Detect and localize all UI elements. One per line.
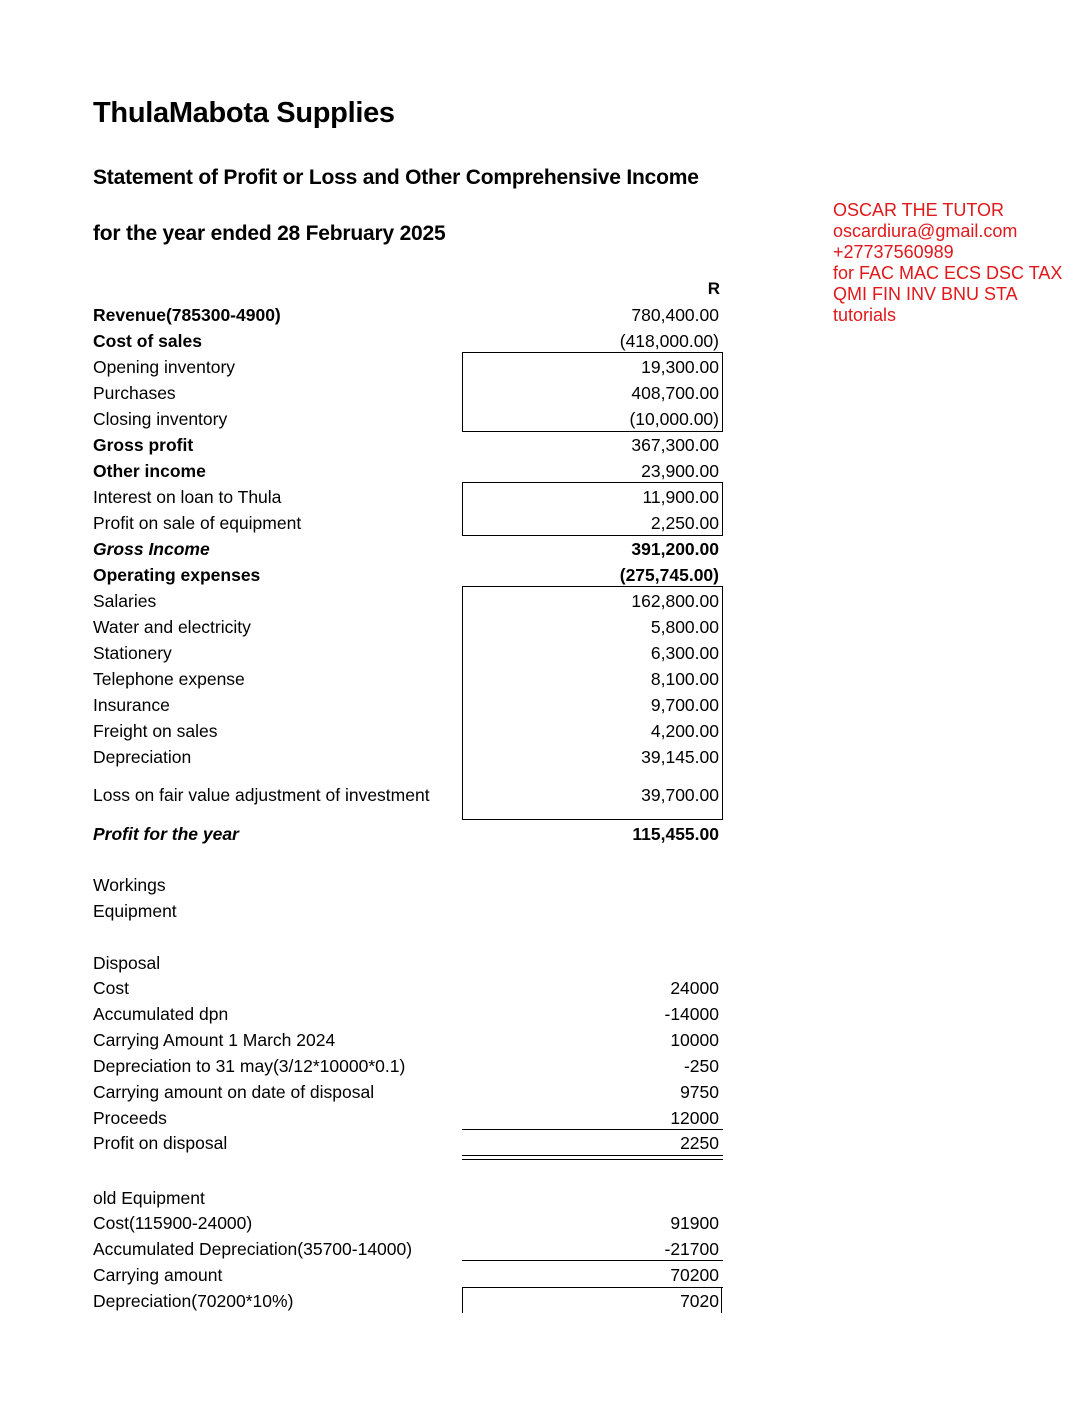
- row-label: Salaries: [93, 591, 157, 611]
- statement-row-cost-of-sales: [93, 328, 723, 354]
- tutor-contact-note: [833, 200, 1062, 326]
- row-value: 4,200.00: [650, 721, 719, 741]
- row-value: 162,800.00: [631, 591, 719, 611]
- currency-header: R: [707, 279, 720, 298]
- row-value: 7020: [680, 1291, 719, 1311]
- statement-row-profit-for-year: [93, 821, 723, 847]
- row-label: Accumulated dpn: [93, 1004, 229, 1024]
- tutor-subjects-2: QMI FIN INV BNU STA: [833, 284, 1018, 304]
- disposal-row-carrying-amount: [93, 1027, 723, 1053]
- workings-subheading: [93, 898, 723, 924]
- row-value: 780,400.00: [631, 305, 719, 325]
- tutor-email: oscardiura@gmail.com: [833, 221, 1018, 241]
- row-value: 91900: [670, 1213, 719, 1233]
- disposal-row-profit: [93, 1130, 723, 1156]
- row-label: Carrying Amount 1 March 2024: [93, 1030, 336, 1050]
- row-value: 6,300.00: [650, 643, 719, 663]
- tutor-name: OSCAR THE TUTOR: [833, 200, 1005, 220]
- row-value: 367,300.00: [631, 435, 719, 455]
- row-value: 9750: [680, 1082, 719, 1102]
- row-label: Profit for the year: [93, 824, 239, 844]
- statement-period: for the year ended 28 February 2025: [93, 222, 446, 245]
- row-value: 39,700.00: [641, 785, 719, 805]
- row-value: 5,800.00: [650, 617, 719, 637]
- row-value: -250: [683, 1056, 719, 1076]
- row-label: Closing inventory: [93, 409, 228, 429]
- tutor-tutorials: tutorials: [833, 305, 897, 325]
- disposal-row-accumulated-dpn: [93, 1001, 723, 1027]
- old-equipment-row-accum-depreciation: [93, 1236, 723, 1262]
- row-label: Profit on disposal: [93, 1133, 228, 1153]
- row-label: Cost: [93, 978, 129, 998]
- row-value: (418,000.00): [619, 331, 719, 351]
- statement-row-gross-income: [93, 536, 723, 562]
- row-value: 9,700.00: [650, 695, 719, 715]
- row-value: 23,900.00: [641, 461, 719, 481]
- row-label: Carrying amount on date of disposal: [93, 1082, 375, 1102]
- row-value: 115,455.00: [632, 824, 719, 844]
- disposal-row-proceeds: [93, 1105, 723, 1131]
- row-label: Accumulated Depreciation(35700-14000): [93, 1239, 413, 1259]
- company-name: ThulaMabota Supplies: [93, 97, 395, 129]
- row-label: Opening inventory: [93, 357, 236, 377]
- workings-heading: [93, 872, 723, 898]
- old-equipment-depreciation-left-line: [462, 1287, 463, 1313]
- row-label: Profit on sale of equipment: [93, 513, 302, 533]
- row-label: Purchases: [93, 383, 176, 403]
- tutor-subjects-1: for FAC MAC ECS DSC TAX: [833, 263, 1063, 283]
- row-label: Depreciation to 31 may(3/12*10000*0.1): [93, 1056, 406, 1076]
- row-value: 19,300.00: [641, 357, 719, 377]
- row-value: 8,100.00: [650, 669, 719, 689]
- row-label: Gross Income: [93, 539, 210, 559]
- row-value: 2,250.00: [650, 513, 719, 533]
- row-value: 408,700.00: [631, 383, 719, 403]
- row-label: Depreciation(70200*10%): [93, 1291, 294, 1311]
- workings-heading-text: Workings: [93, 875, 166, 895]
- disposal-row-carrying-at-disposal: [93, 1079, 723, 1105]
- workings-subheading-text: Equipment: [93, 901, 177, 921]
- other-income-box: [462, 482, 723, 536]
- row-label: Proceeds: [93, 1108, 167, 1128]
- disposal-total-line-2: [462, 1159, 723, 1160]
- row-value: 12000: [670, 1108, 719, 1128]
- old-equipment-heading-text: old Equipment: [93, 1188, 205, 1208]
- row-label: Insurance: [93, 695, 170, 715]
- row-value: 2250: [680, 1133, 719, 1153]
- row-value: 11,900.00: [642, 487, 719, 507]
- operating-expenses-box: [462, 586, 723, 820]
- statement-row-revenue: [93, 302, 723, 328]
- row-label: Stationery: [93, 643, 172, 663]
- statement-row-operating-expenses: [93, 562, 723, 588]
- disposal-heading: [93, 950, 723, 976]
- tutor-phone: +27737560989: [833, 242, 954, 262]
- statement-row-other-income: [93, 458, 723, 484]
- disposal-total-line-1: [462, 1155, 723, 1156]
- row-label: Carrying amount: [93, 1265, 223, 1285]
- cost-of-sales-box: [462, 352, 723, 432]
- row-label: Depreciation: [93, 747, 192, 767]
- disposal-row-depreciation: [93, 1053, 723, 1079]
- row-label: Gross profit: [93, 435, 194, 455]
- old-equipment-subtotal-line: [462, 1260, 723, 1261]
- row-label: Interest on loan to Thula: [93, 487, 282, 507]
- row-value: 24000: [670, 978, 719, 998]
- disposal-row-cost: [93, 975, 723, 1001]
- old-equipment-row-cost: [93, 1210, 723, 1236]
- row-value: 70200: [670, 1265, 719, 1285]
- statement-title: Statement of Profit or Loss and Other Comprehensive Income: [93, 166, 699, 189]
- row-value: (10,000.00): [629, 409, 719, 429]
- row-value: 391,200.00: [631, 539, 719, 559]
- row-label: Cost of sales: [93, 331, 202, 351]
- old-equipment-heading: [93, 1185, 723, 1211]
- row-label: Loss on fair value adjustment of investment: [93, 785, 430, 805]
- row-label: Freight on sales: [93, 721, 218, 741]
- statement-row-gross-profit: [93, 432, 723, 458]
- disposal-heading-text: Disposal: [93, 953, 161, 973]
- old-equipment-depreciation-right-line: [721, 1287, 722, 1313]
- row-value: 10000: [670, 1030, 719, 1050]
- row-label: Other income: [93, 461, 206, 481]
- row-value: -21700: [664, 1239, 719, 1259]
- row-label: Operating expenses: [93, 565, 261, 585]
- old-equipment-row-carrying-amount: [93, 1262, 723, 1288]
- disposal-subtotal-line: [462, 1129, 723, 1130]
- old-equipment-row-depreciation: [93, 1288, 723, 1314]
- old-equipment-depreciation-top-line: [462, 1287, 723, 1288]
- row-label: Water and electricity: [93, 617, 251, 637]
- row-label: Telephone expense: [93, 669, 245, 689]
- row-label: Revenue(785300-4900): [93, 305, 281, 325]
- row-label: Cost(115900-24000): [93, 1213, 253, 1233]
- row-value: 39,145.00: [641, 747, 719, 767]
- row-value: -14000: [664, 1004, 719, 1024]
- row-value: (275,745.00): [619, 565, 719, 585]
